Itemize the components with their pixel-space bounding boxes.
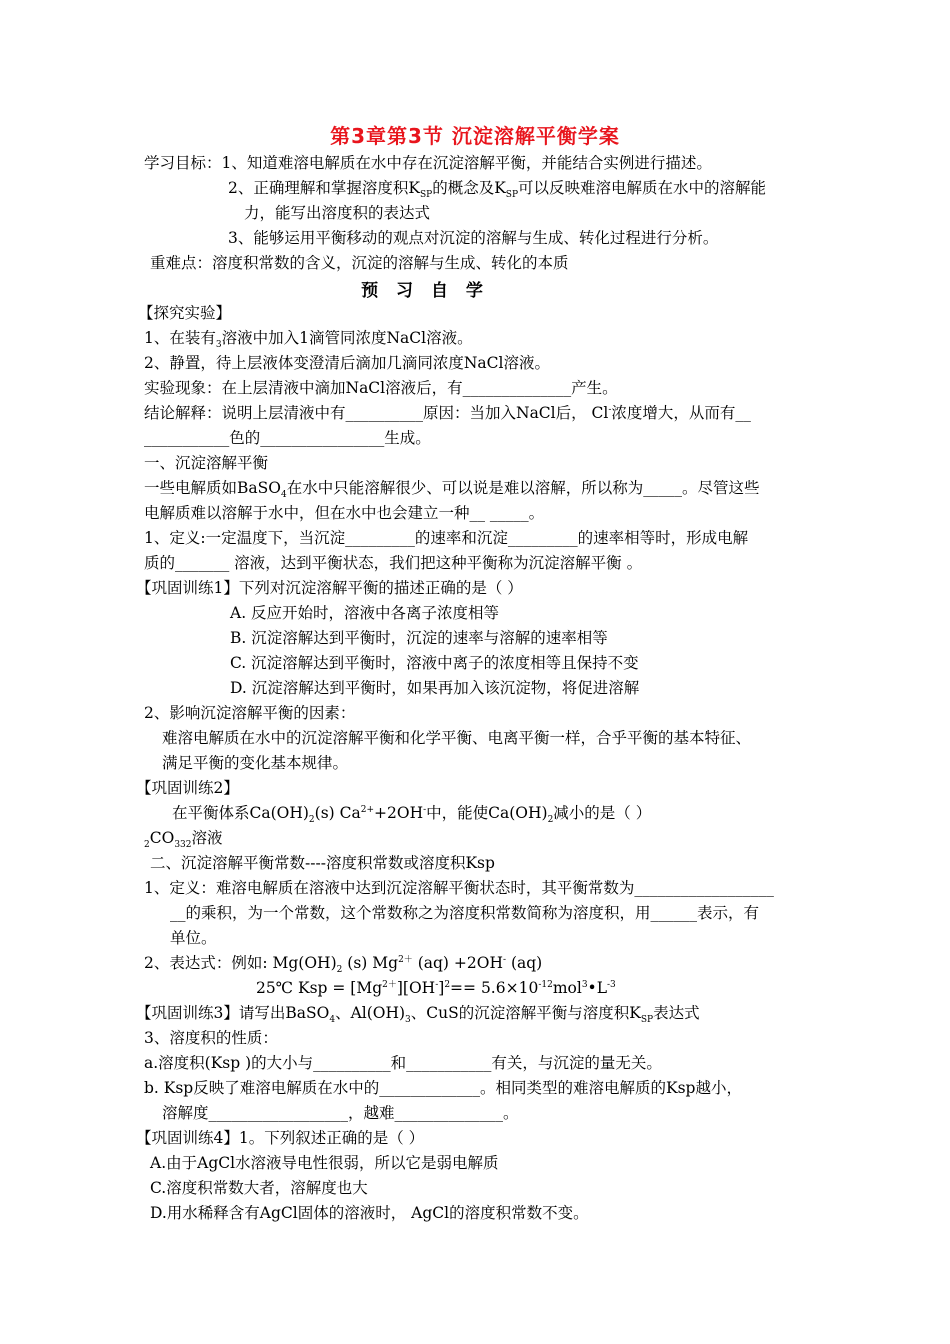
experiment-conclusion-cont: ___________色的________________生成。 [144,429,431,447]
practice-4-question: 【巩固训练4】1。下列叙述正确的是（ ） [136,1129,425,1147]
factors-header: 2、影响沉淀溶解平衡的因素： [144,704,356,722]
goal-2: 2、正确理解和掌握溶度积$K_{SP}$的概念及$K_{SP}$可以反映难溶电解质在水中的溶解能 [228,179,767,201]
section-title-preview: 预 习 自 学 [361,281,489,301]
goal-3: 3、能够运用平衡移动的观点对沉淀的溶解与生成、转化过程进行分析。 [228,229,719,247]
practice-2-question: 在平衡体系$Ca(OH)_2(s)$ $Ca^{2+}+2OH^-$中，能使$Ca(OH)_2$减小的是（ ） [172,804,652,826]
goal-2-cont: 力，能写出溶度积的表达式 [244,204,431,222]
section-1-para-2: 电解质难以溶解于水中，但在水中也会建立一种__ _____。 [144,504,545,522]
section-1-definition: 1、定义:一定温度下，当沉淀_________的速率和沉淀_________的速率相等时，形成电解 [144,529,749,547]
properties-item-a: a.溶度积(Ksp )的大小与__________和___________有关，与沉淀的量无关。 [144,1054,662,1072]
section-2-header: 二、沉淀溶解平衡常数----溶度积常数或溶度积Ksp [150,854,495,872]
practice-1-option-a: A. 反应开始时，溶液中各离子浓度相等 [230,604,500,622]
practice-2-option: $_2CO_{332}$溶液 [144,829,223,851]
page-title: 第3章第3节 沉淀溶解平衡学案 [330,124,620,148]
practice-4-option-c: C.溶度积常数大者，溶解度也大 [150,1179,368,1197]
section-2-definition-end: 单位。 [170,929,217,947]
factors-line-2: 满足平衡的变化基本规律。 [162,754,349,772]
experiment-step-2: 2、静置，待上层液体变澄清后滴加几滴同浓度NaCl溶液。 [144,354,550,372]
practice-2-header: 【巩固训练2】 [136,779,239,797]
factors-line-1: 难溶电解质在水中的沉淀溶解平衡和化学平衡、电离平衡一样，合乎平衡的基本特征、 [162,729,752,747]
section-1-para-1: 一些电解质如BaSO$_4$在水中只能溶解很少、可以说是难以溶解，所以称为_____。尽管这些 [144,479,760,501]
experiment-step-1: 1、在装有$_3$溶液中加入1滴管同浓度NaCl溶液。 [144,329,473,351]
section-2-expression: 2、表达式：例如: $Mg(OH)_2$ (s) $Mg^{2+}$ (aq) +2OH- (aq) [144,954,543,976]
experiment-header: 【探究实验】 [138,304,232,322]
section-2-definition: 1、定义：难溶电解质在溶液中达到沉淀溶解平衡状态时，其平衡常数为__________________ [144,879,774,897]
experiment-conclusion: 结论解释：说明上层清液中有__________原因：当加入NaCl后， Cl-浓度增大，从而有__ [144,404,751,422]
properties-header: 3、溶度积的性质： [144,1029,278,1047]
section-1-header: 一、沉淀溶解平衡 [144,454,269,472]
practice-1-question: 【巩固训练1】下列对沉淀溶解平衡的描述正确的是（ ） [136,579,523,597]
experiment-phenomenon: 实验现象：在上层清液中滴加NaCl溶液后，有______________产生。 [144,379,618,397]
goal-1: 学习目标：1、知道难溶电解质在水中存在沉淀溶解平衡，并能结合实例进行描述。 [144,154,712,172]
section-1-definition-cont: 质的_______ 溶液，达到平衡状态，我们把这种平衡称为沉淀溶解平衡 。 [144,554,643,572]
properties-item-b-cont: 溶解度__________________，越难______________。 [162,1104,519,1122]
section-2-ksp-formula: 25℃ Ksp = $[Mg^{2+}][OH^-]^2==$ $5.6\times 10^{-12}mol^3•L^{-3}$ [256,979,616,997]
practice-1-option-d: D. 沉淀溶解达到平衡时，如果再加入该沉淀物，将促进溶解 [230,679,640,697]
practice-4-option-a: A.由于AgCl水溶液导电性很弱，所以它是弱电解质 [150,1154,499,1172]
practice-1-option-b: B. 沉淀溶解达到平衡时，沉淀的速率与溶解的速率相等 [230,629,608,647]
properties-item-b: b. Ksp反映了难溶电解质在水中的_____________。相同类型的难溶电解质的Ksp越小， [144,1079,742,1097]
practice-3-question: 【巩固训练3】请写出BaSO$_4$、$Al(OH)_3$、CuS的沉淀溶解平衡与溶度积$K_{SP}$表达式 [136,1004,700,1026]
practice-4-option-d: D.用水稀释含有AgCl固体的溶液时， AgCl的溶度积常数不变。 [150,1204,589,1222]
practice-1-option-c: C. 沉淀溶解达到平衡时，溶液中离子的浓度相等且保持不变 [230,654,639,672]
key-points: 重难点：溶度积常数的含义，沉淀的溶解与生成、转化的本质 [150,254,569,272]
section-2-definition-cont: __的乘积，为一个常数，这个常数称之为溶度积常数简称为溶度积，用______表示，有 [170,904,760,922]
